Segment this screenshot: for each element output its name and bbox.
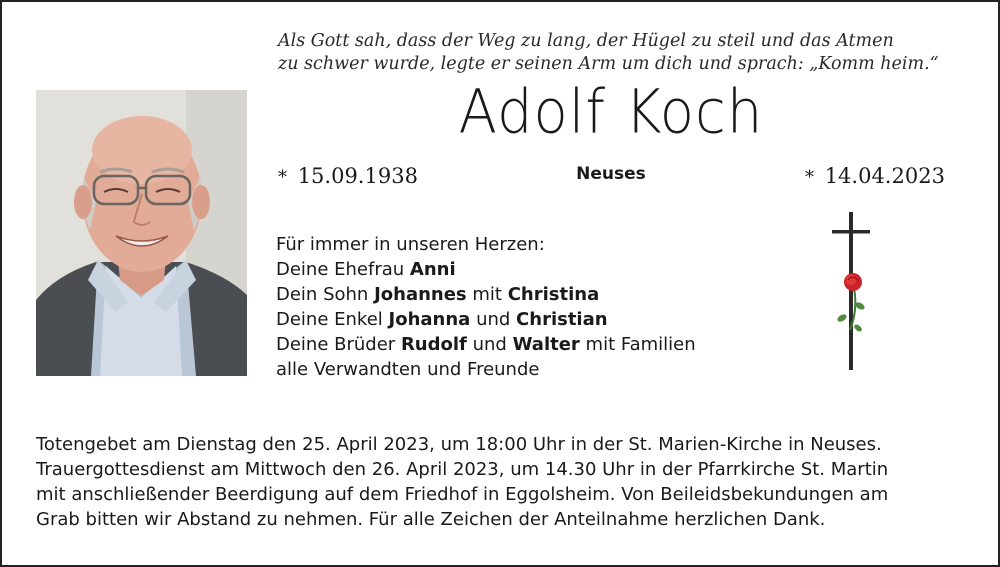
mourner-name: Rudolf xyxy=(400,334,467,355)
mourner-name: Johannes xyxy=(374,284,467,305)
mourner-relation: Deine Ehefrau xyxy=(276,259,405,280)
mourner-name: Anni xyxy=(409,259,456,280)
mourner-line-son xyxy=(276,282,696,307)
quote-line: Als Gott sah, dass der Weg zu lang, der Hügel zu steil und das Atmen xyxy=(278,31,894,51)
mourner-relation: Deine Brüder xyxy=(276,334,396,355)
quote-line: zu schwer wurde, legte er seinen Arm um dich und sprach: „Komm heim.“ xyxy=(278,54,939,74)
mourner-line-relatives: alle Verwandten und Freunde xyxy=(276,359,540,380)
details-line: Trauergottesdienst am Mittwoch den 26. April 2023, um 14.30 Uhr in der Pfarrkirche St. Martin xyxy=(36,459,889,480)
mourner-line-brothers xyxy=(276,332,696,357)
mourner-suffix: mit Familien xyxy=(585,334,696,355)
mourners-list xyxy=(276,232,696,382)
cross-with-rose-icon xyxy=(828,210,874,372)
mourner-connector: und xyxy=(472,334,507,355)
death-date-line xyxy=(805,164,945,188)
mourner-connector: mit xyxy=(472,284,502,305)
residence-place: Neuses xyxy=(576,164,646,184)
quote xyxy=(278,30,978,76)
mourner-relation: Deine Enkel xyxy=(276,309,383,330)
mourner-name: Johanna xyxy=(388,309,471,330)
details-line: Totengebet am Dienstag den 25. April 2023, um 18:00 Uhr in der St. Marien-Kirche in Neuses. xyxy=(36,434,882,455)
mourner-connector: und xyxy=(476,309,511,330)
mourner-relation: Dein Sohn xyxy=(276,284,369,305)
service-details xyxy=(36,432,976,532)
mourner-name: Walter xyxy=(512,334,580,355)
mourner-name: Christian xyxy=(516,309,608,330)
birth-date-line xyxy=(278,164,418,188)
birth-star-icon: * xyxy=(278,167,287,188)
birth-date: 15.09.1938 xyxy=(297,164,418,188)
mourner-line-wife xyxy=(276,257,696,282)
death-date: 14.04.2023 xyxy=(824,164,945,188)
mourners-intro: Für immer in unseren Herzen: xyxy=(276,234,545,255)
mourner-line-grandchildren xyxy=(276,307,696,332)
death-star-icon: * xyxy=(805,167,814,188)
details-line: Grab bitten wir Abstand zu nehmen. Für alle Zeichen der Anteilnahme herzlichen Dank. xyxy=(36,509,826,530)
mourner-name: Christina xyxy=(507,284,600,305)
details-line: mit anschließender Beerdigung auf dem Friedhof in Eggolsheim. Von Beileidsbekundungen am xyxy=(36,484,889,505)
deceased-name: Adolf Koch xyxy=(458,77,764,148)
